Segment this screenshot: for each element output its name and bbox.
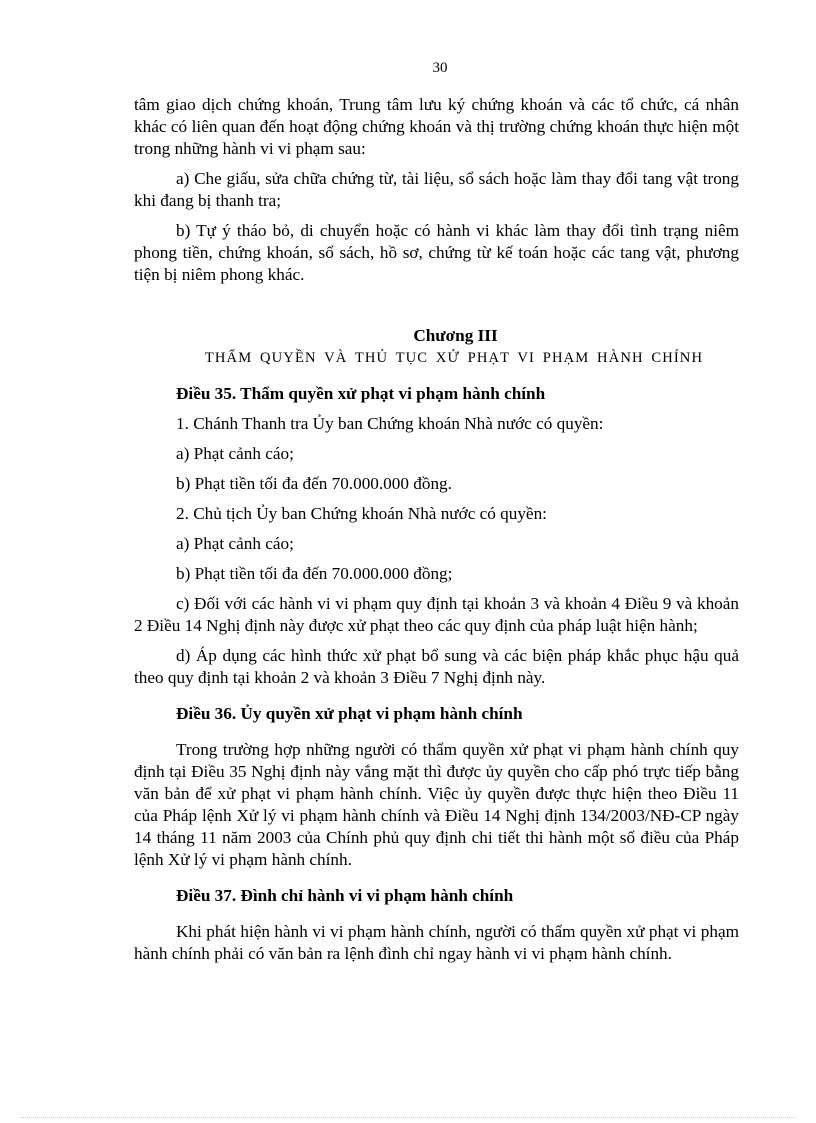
- article-35-heading: Điều 35. Thẩm quyền xử phạt vi phạm hành chính: [176, 384, 546, 403]
- article-37-heading: Điều 37. Đình chỉ hành vi vi phạm hành chính: [176, 886, 514, 905]
- article-35-line: a) Phạt cảnh cáo;: [176, 534, 294, 553]
- chapter-title: Chương III: [413, 326, 498, 345]
- article-35-line: b) Phạt tiền tối đa đến 70.000.000 đồng;: [176, 564, 453, 583]
- article-35-line: 1. Chánh Thanh tra Ủy ban Chứng khoán Nhà nước có quyền:: [176, 414, 604, 433]
- page-bottom-divider: [20, 1117, 796, 1118]
- article-35-line: b) Phạt tiền tối đa đến 70.000.000 đồng.: [176, 474, 452, 493]
- document-body: [134, 94, 739, 965]
- article-37-body: Khi phát hiện hành vi vi phạm hành chính, người có thẩm quyền xử phạt vi phạm hành chính phải có văn bản ra lệnh đình chỉ ngay hành vi vi phạm hành chính.: [134, 922, 739, 963]
- article-35-item-d: d) Áp dụng các hình thức xử phạt bổ sung và các biện pháp khắc phục hậu quả theo quy định tại khoản 2 và khoản 3 Điều 7 Nghị định này.: [134, 646, 739, 687]
- intro-paragraph: tâm giao dịch chứng khoán, Trung tâm lưu ký chứng khoán và các tổ chức, cá nhân khác có liên quan đến hoạt động chứng khoán và thị trường chứng khoán thực hiện một trong những hành vi vi phạm sau:: [134, 95, 739, 158]
- article-36-heading: Điều 36. Ủy quyền xử phạt vi phạm hành chính: [176, 704, 523, 723]
- article-35-item-c: c) Đối với các hành vi vi phạm quy định tại khoản 3 và khoản 4 Điều 9 và khoản 2 Điều 14 Nghị định này được xử phạt theo các quy định của pháp luật hiện hành;: [134, 594, 739, 635]
- item-b-paragraph: b) Tự ý tháo bỏ, di chuyển hoặc có hành vi khác làm thay đổi tình trạng niêm phong tiền, chứng khoán, sổ sách, hồ sơ, chứng từ kế toán hoặc các tang vật, phương tiện bị niêm phong khác.: [134, 221, 739, 284]
- page-number: 30: [432, 60, 448, 76]
- article-35-line: a) Phạt cảnh cáo;: [176, 444, 294, 463]
- chapter-subtitle: THẨM QUYỀN VÀ THỦ TỤC XỬ PHẠT VI PHẠM HÀNH CHÍNH: [204, 350, 704, 366]
- item-a-paragraph: a) Che giấu, sửa chữa chứng từ, tài liệu, sổ sách hoặc làm thay đổi tang vật trong khi đang bị thanh tra;: [134, 169, 739, 210]
- article-35-line: 2. Chủ tịch Ủy ban Chứng khoán Nhà nước có quyền:: [176, 504, 547, 523]
- article-36-body: Trong trường hợp những người có thẩm quyền xử phạt vi phạm hành chính quy định tại Điều 35 Nghị định này vắng mặt thì được ủy quyền cho cấp phó trực tiếp bằng văn bản để xử phạt vi phạm hành chính. Việc ủy quyền được thực hiện theo Điều 11 của Pháp lệnh Xử lý vi phạm hành chính và Điều 14 Nghị định 134/2003/NĐ-CP ngày 14 tháng 11 năm 2003 của Chính phủ quy định chi tiết thi hành một số điều của Pháp lệnh Xử lý vi phạm hành chính.: [134, 740, 739, 869]
